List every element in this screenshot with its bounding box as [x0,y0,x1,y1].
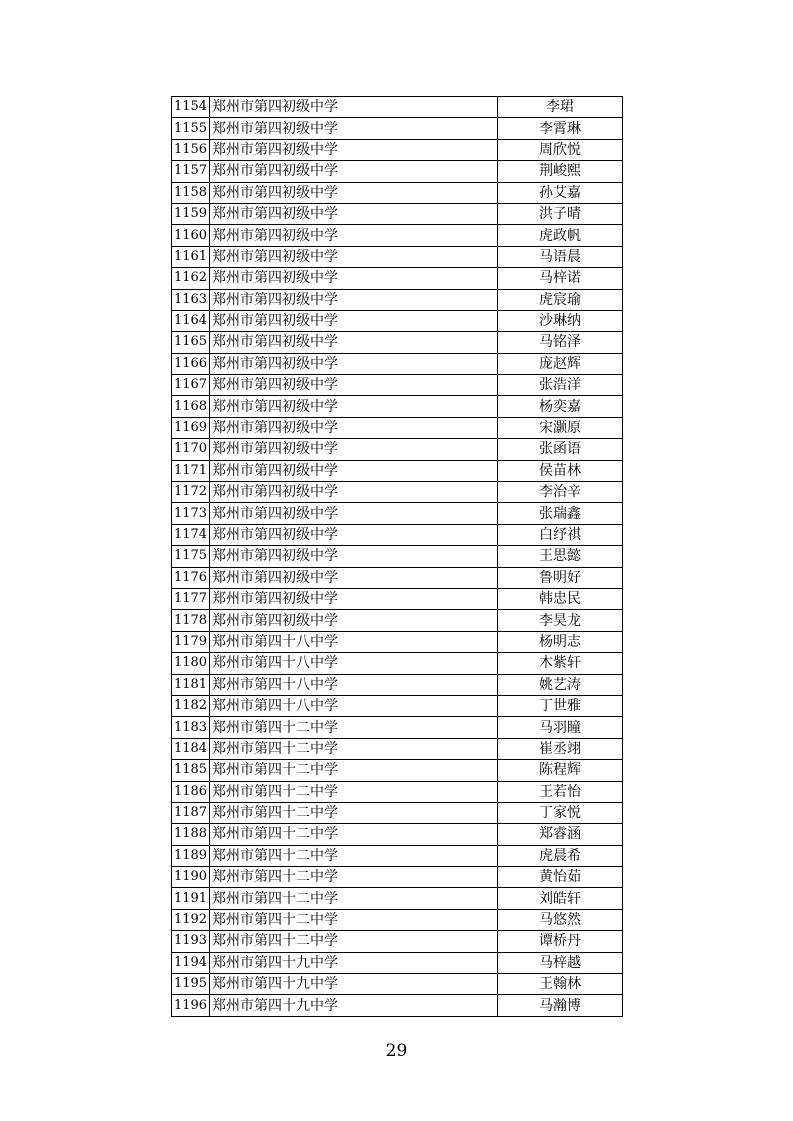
school-name-cell: 郑州市第四初级中学 [210,353,498,374]
table-row [172,268,623,289]
student-name-cell: 王若怡 [498,781,623,802]
student-name-cell: 姚艺涛 [498,674,623,695]
table-row [172,203,623,224]
table-row [172,182,623,203]
row-index-cell: 1171 [172,460,210,481]
school-name-cell: 郑州市第四初级中学 [210,460,498,481]
table-row [172,909,623,930]
school-name-cell: 郑州市第四十二中学 [210,781,498,802]
student-name-cell: 虎政帆 [498,225,623,246]
row-index-cell: 1183 [172,717,210,738]
table-row [172,781,623,802]
student-name-cell: 谭桥丹 [498,931,623,952]
student-name-cell: 丁世雅 [498,695,623,716]
table-row [172,952,623,973]
school-name-cell: 郑州市第四十八中学 [210,695,498,716]
school-name-cell: 郑州市第四初级中学 [210,375,498,396]
school-name-cell: 郑州市第四十九中学 [210,995,498,1016]
student-name-cell: 马梓越 [498,952,623,973]
student-name-cell: 张瑞鑫 [498,503,623,524]
table-row [172,524,623,545]
table-row [172,225,623,246]
school-name-cell: 郑州市第四十八中学 [210,653,498,674]
table-row [172,396,623,417]
table-row [172,460,623,481]
student-name-cell: 鲁明好 [498,567,623,588]
row-index-cell: 1189 [172,845,210,866]
table-row [172,503,623,524]
school-name-cell: 郑州市第四初级中学 [210,439,498,460]
row-index-cell: 1196 [172,995,210,1016]
table-row [172,738,623,759]
row-index-cell: 1157 [172,161,210,182]
school-name-cell: 郑州市第四十二中学 [210,824,498,845]
school-name-cell: 郑州市第四初级中学 [210,503,498,524]
student-name-cell: 白纾祺 [498,524,623,545]
row-index-cell: 1190 [172,867,210,888]
school-name-cell: 郑州市第四初级中学 [210,482,498,503]
row-index-cell: 1172 [172,482,210,503]
row-index-cell: 1156 [172,139,210,160]
student-name-cell: 虎宸瑜 [498,289,623,310]
table-row [172,246,623,267]
table-row [172,310,623,331]
school-name-cell: 郑州市第四十二中学 [210,717,498,738]
row-index-cell: 1159 [172,203,210,224]
table-row [172,931,623,952]
table-row [172,845,623,866]
school-name-cell: 郑州市第四十二中学 [210,760,498,781]
roster-table [171,96,623,1017]
table-row [172,97,623,118]
table-row [172,353,623,374]
row-index-cell: 1175 [172,546,210,567]
school-name-cell: 郑州市第四初级中学 [210,139,498,160]
student-name-cell: 周欣悦 [498,139,623,160]
student-name-cell: 沙琳纳 [498,310,623,331]
student-name-cell: 郑睿涵 [498,824,623,845]
row-index-cell: 1164 [172,310,210,331]
row-index-cell: 1160 [172,225,210,246]
school-name-cell: 郑州市第四初级中学 [210,332,498,353]
school-name-cell: 郑州市第四十二中学 [210,931,498,952]
row-index-cell: 1158 [172,182,210,203]
school-name-cell: 郑州市第四初级中学 [210,225,498,246]
table-row [172,867,623,888]
student-name-cell: 马悠然 [498,909,623,930]
table-row [172,760,623,781]
row-index-cell: 1179 [172,631,210,652]
table-row [172,995,623,1016]
table-row [172,888,623,909]
student-name-cell: 马语晨 [498,246,623,267]
row-index-cell: 1182 [172,695,210,716]
page-number: 29 [385,1041,408,1061]
student-name-cell: 杨奕嘉 [498,396,623,417]
student-name-cell: 虎晨希 [498,845,623,866]
school-name-cell: 郑州市第四初级中学 [210,546,498,567]
student-name-cell: 陈程辉 [498,760,623,781]
table-row [172,674,623,695]
row-index-cell: 1193 [172,931,210,952]
row-index-cell: 1163 [172,289,210,310]
student-name-cell: 马梓诺 [498,268,623,289]
table-row [172,482,623,503]
table-row [172,417,623,438]
student-name-cell: 崔丞翊 [498,738,623,759]
student-name-cell: 宋灏原 [498,417,623,438]
school-name-cell: 郑州市第四十二中学 [210,888,498,909]
table-row [172,802,623,823]
row-index-cell: 1184 [172,738,210,759]
school-name-cell: 郑州市第四初级中学 [210,310,498,331]
student-name-cell: 马瀚博 [498,995,623,1016]
student-name-cell: 庞赵辉 [498,353,623,374]
row-index-cell: 1161 [172,246,210,267]
row-index-cell: 1169 [172,417,210,438]
table-row [172,974,623,995]
school-name-cell: 郑州市第四十九中学 [210,974,498,995]
table-row [172,631,623,652]
table-row [172,653,623,674]
student-name-cell: 马铭泽 [498,332,623,353]
row-index-cell: 1173 [172,503,210,524]
student-name-cell: 刘皓轩 [498,888,623,909]
student-name-cell: 丁家悦 [498,802,623,823]
student-name-cell: 杨明志 [498,631,623,652]
row-index-cell: 1165 [172,332,210,353]
student-name-cell: 张函语 [498,439,623,460]
table-row [172,118,623,139]
row-index-cell: 1186 [172,781,210,802]
row-index-cell: 1155 [172,118,210,139]
row-index-cell: 1174 [172,524,210,545]
student-name-cell: 黄怡茹 [498,867,623,888]
school-name-cell: 郑州市第四初级中学 [210,97,498,118]
row-index-cell: 1181 [172,674,210,695]
table-row [172,289,623,310]
school-name-cell: 郑州市第四初级中学 [210,610,498,631]
table-row [172,567,623,588]
table-row [172,139,623,160]
school-name-cell: 郑州市第四初级中学 [210,268,498,289]
school-name-cell: 郑州市第四十二中学 [210,802,498,823]
student-name-cell: 李霄琳 [498,118,623,139]
row-index-cell: 1162 [172,268,210,289]
student-name-cell: 张浩洋 [498,375,623,396]
table-row [172,161,623,182]
table-row [172,332,623,353]
school-name-cell: 郑州市第四十九中学 [210,952,498,973]
school-name-cell: 郑州市第四初级中学 [210,417,498,438]
row-index-cell: 1168 [172,396,210,417]
school-name-cell: 郑州市第四初级中学 [210,524,498,545]
row-index-cell: 1178 [172,610,210,631]
student-name-cell: 侯苗林 [498,460,623,481]
student-name-cell: 李昊龙 [498,610,623,631]
row-index-cell: 1154 [172,97,210,118]
school-name-cell: 郑州市第四初级中学 [210,118,498,139]
table-row [172,717,623,738]
table-row [172,695,623,716]
school-name-cell: 郑州市第四初级中学 [210,182,498,203]
student-name-cell: 荆峻熙 [498,161,623,182]
student-name-cell: 木紫轩 [498,653,623,674]
school-name-cell: 郑州市第四十二中学 [210,845,498,866]
row-index-cell: 1167 [172,375,210,396]
school-name-cell: 郑州市第四初级中学 [210,396,498,417]
school-name-cell: 郑州市第四初级中学 [210,289,498,310]
row-index-cell: 1192 [172,909,210,930]
row-index-cell: 1177 [172,588,210,609]
school-name-cell: 郑州市第四初级中学 [210,161,498,182]
student-name-cell: 马羽瞳 [498,717,623,738]
school-name-cell: 郑州市第四初级中学 [210,567,498,588]
table-row [172,610,623,631]
row-index-cell: 1185 [172,760,210,781]
student-name-cell: 王翰林 [498,974,623,995]
row-index-cell: 1187 [172,802,210,823]
row-index-cell: 1194 [172,952,210,973]
school-name-cell: 郑州市第四十八中学 [210,674,498,695]
roster-table-body [172,97,623,1017]
table-row [172,375,623,396]
table-row [172,824,623,845]
student-name-cell: 韩忠民 [498,588,623,609]
student-name-cell: 李珺 [498,97,623,118]
school-name-cell: 郑州市第四十二中学 [210,909,498,930]
table-row [172,546,623,567]
row-index-cell: 1170 [172,439,210,460]
school-name-cell: 郑州市第四十八中学 [210,631,498,652]
school-name-cell: 郑州市第四十二中学 [210,867,498,888]
table-row [172,439,623,460]
row-index-cell: 1188 [172,824,210,845]
table-row [172,588,623,609]
school-name-cell: 郑州市第四初级中学 [210,588,498,609]
row-index-cell: 1180 [172,653,210,674]
student-name-cell: 李治辛 [498,482,623,503]
row-index-cell: 1191 [172,888,210,909]
row-index-cell: 1166 [172,353,210,374]
school-name-cell: 郑州市第四初级中学 [210,203,498,224]
student-name-cell: 孙艾嘉 [498,182,623,203]
row-index-cell: 1176 [172,567,210,588]
student-name-cell: 王思懿 [498,546,623,567]
row-index-cell: 1195 [172,974,210,995]
school-name-cell: 郑州市第四初级中学 [210,246,498,267]
school-name-cell: 郑州市第四十二中学 [210,738,498,759]
student-name-cell: 洪子晴 [498,203,623,224]
